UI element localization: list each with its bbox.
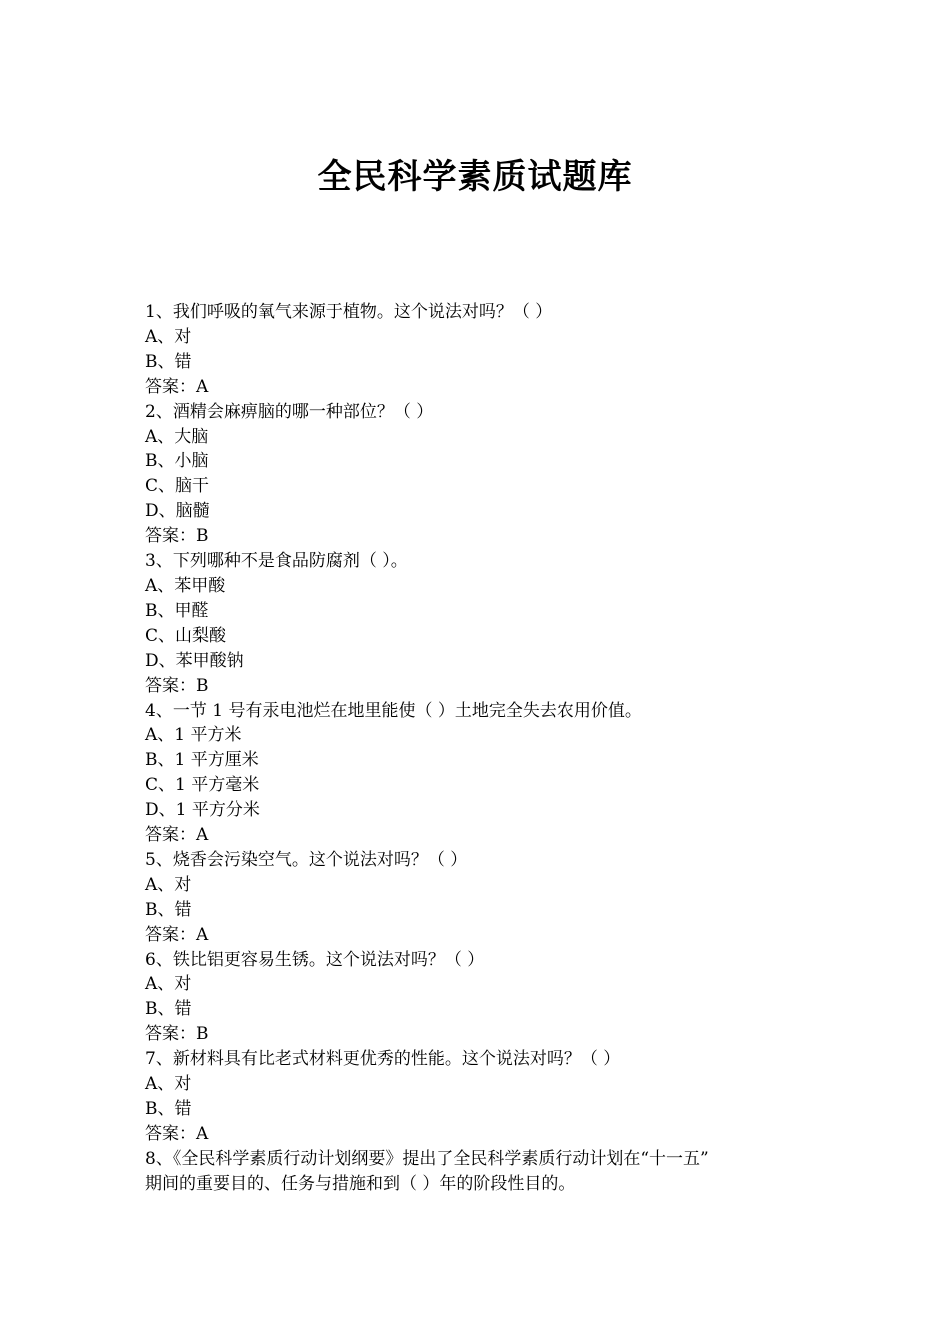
answer-line: 答案：B	[145, 1024, 209, 1045]
option-item: A、对	[145, 874, 192, 895]
option-item: A、对	[145, 1074, 192, 1095]
question-text: 2、酒精会麻痹脑的哪一种部位？（ ）	[145, 401, 434, 422]
question-text: 3、下列哪种不是食品防腐剂（ ）。	[145, 551, 408, 572]
answer-line: 答案：A	[145, 924, 209, 945]
option-item: D、苯甲酸钠	[145, 650, 244, 671]
option-item: B、小脑	[145, 451, 209, 472]
question-text: 5、烧香会污染空气。这个说法对吗？（ ）	[145, 849, 468, 870]
option-item: B、错	[145, 351, 192, 372]
answer-line: 答案：A	[145, 376, 209, 397]
option-item: A、苯甲酸	[145, 575, 226, 596]
question-text: 1、我们呼吸的氧气来源于植物。这个说法对吗？（ ）	[145, 302, 553, 322]
page-title: 全民科学素质试题库	[317, 157, 633, 197]
option-item: B、错	[145, 999, 192, 1020]
option-item: C、脑干	[145, 476, 210, 497]
option-item: A、大脑	[145, 426, 209, 447]
option-item: B、错	[145, 1099, 192, 1119]
option-item: A、对	[145, 326, 192, 347]
answer-line: 答案：B	[145, 526, 209, 547]
option-item: A、对	[145, 974, 192, 995]
option-item: A、1 平方米	[145, 725, 242, 746]
question-text: 8、《全民科学素质行动计划纲要》提出了全民科学素质行动计划在“十一五”	[145, 1148, 709, 1169]
question-text-continued: 期间的重要目的、任务与措施和到（ ）年的阶段性目的。	[145, 1173, 576, 1194]
question-text: 6、铁比铝更容易生锈。这个说法对吗？（ ）	[145, 949, 485, 970]
question-text: 7、新材料具有比老式材料更优秀的性能。这个说法对吗？（ ）	[145, 1049, 621, 1070]
question-text: 4、一节 1 号有汞电池烂在地里能使（ ）土地完全失去农用价值。	[145, 700, 642, 721]
option-item: B、甲醛	[145, 600, 209, 621]
answer-line: 答案：B	[145, 675, 209, 696]
option-item: B、1 平方厘米	[145, 750, 259, 771]
option-item: C、1 平方毫米	[145, 775, 260, 796]
option-item: D、脑髓	[145, 501, 210, 522]
option-item: D、1 平方分米	[145, 800, 260, 821]
question-list	[145, 300, 805, 1197]
option-item: C、山梨酸	[145, 625, 227, 646]
option-item: B、错	[145, 899, 192, 920]
answer-line: 答案：A	[145, 825, 209, 846]
answer-line: 答案：A	[145, 1123, 209, 1144]
